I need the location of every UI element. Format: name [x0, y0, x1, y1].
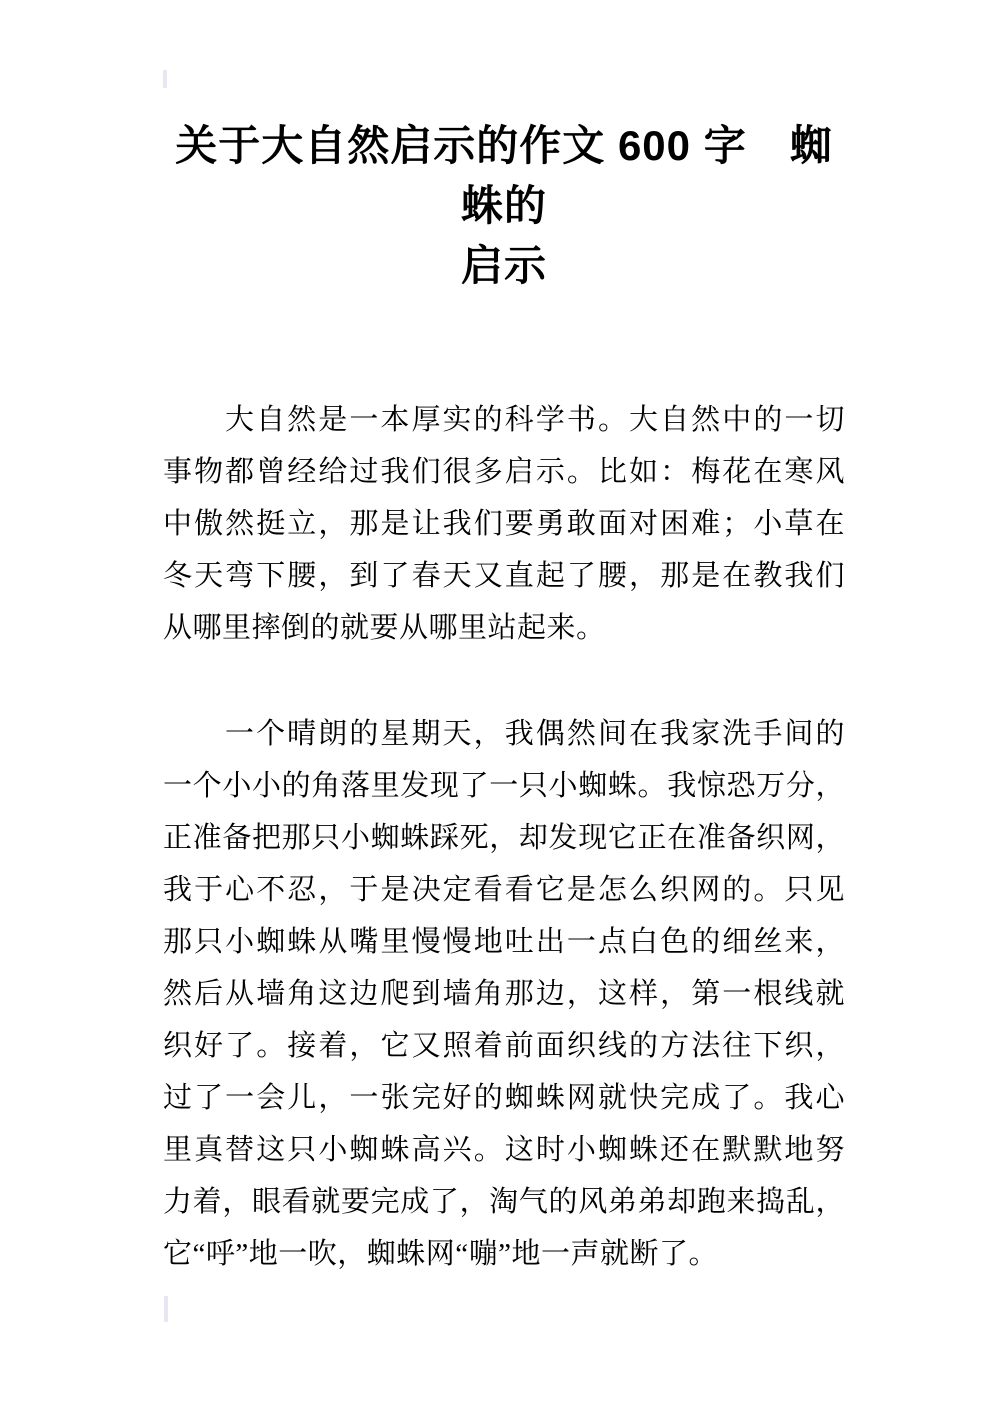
- text-line: 正准备把那只小蜘蛛踩死，却发现它正在准备织网，: [163, 822, 845, 854]
- text-line: 织好了。接着，它又照着前面织线的方法往下织，: [163, 1030, 845, 1062]
- text-line: 过了一会儿，一张完好的蜘蛛网就快完成了。我心: [163, 1082, 845, 1114]
- text-line: 中傲然挺立，那是让我们要勇敢面对困难；小草在: [163, 508, 845, 540]
- document-body: [163, 394, 845, 1280]
- text-line: 事物都曾经给过我们很多启示。比如：梅花在寒风: [163, 456, 845, 488]
- page-title: [163, 116, 845, 296]
- text-line: 里真替这只小蜘蛛高兴。这时小蜘蛛还在默默地努: [163, 1134, 845, 1166]
- text-line: 我于心不忍，于是决定看看它是怎么织网的。只见: [163, 874, 845, 906]
- text-line: 它“呼”地一吹，蜘蛛网“嘣”地一声就断了。: [163, 1238, 718, 1270]
- text-line: 大自然是一本厚实的科学书。大自然中的一切: [225, 404, 845, 436]
- page-title-line-1: 关于大自然启示的作文 600 字 蜘蛛的: [175, 122, 833, 229]
- text-line: 力着，眼看就要完成了，淘气的风弟弟却跑来捣乱，: [163, 1186, 845, 1218]
- text-line: 一个晴朗的星期天，我偶然间在我家洗手间的: [225, 718, 845, 750]
- paragraph: [163, 708, 845, 1280]
- text-line: 那只小蜘蛛从嘴里慢慢地吐出一点白色的细丝来，: [163, 926, 845, 958]
- document-content: [163, 0, 845, 1334]
- paragraph: [163, 394, 845, 654]
- page-title-line-2: 启示: [460, 242, 547, 289]
- text-line: 从哪里摔倒的就要从哪里站起来。: [163, 612, 606, 644]
- text-line: 冬天弯下腰，到了春天又直起了腰，那是在教我们: [163, 560, 845, 592]
- text-line: 一个小小的角落里发现了一只小蜘蛛。我惊恐万分，: [163, 770, 845, 802]
- text-line: 然后从墙角这边爬到墙角那边，这样，第一根线就: [163, 978, 845, 1010]
